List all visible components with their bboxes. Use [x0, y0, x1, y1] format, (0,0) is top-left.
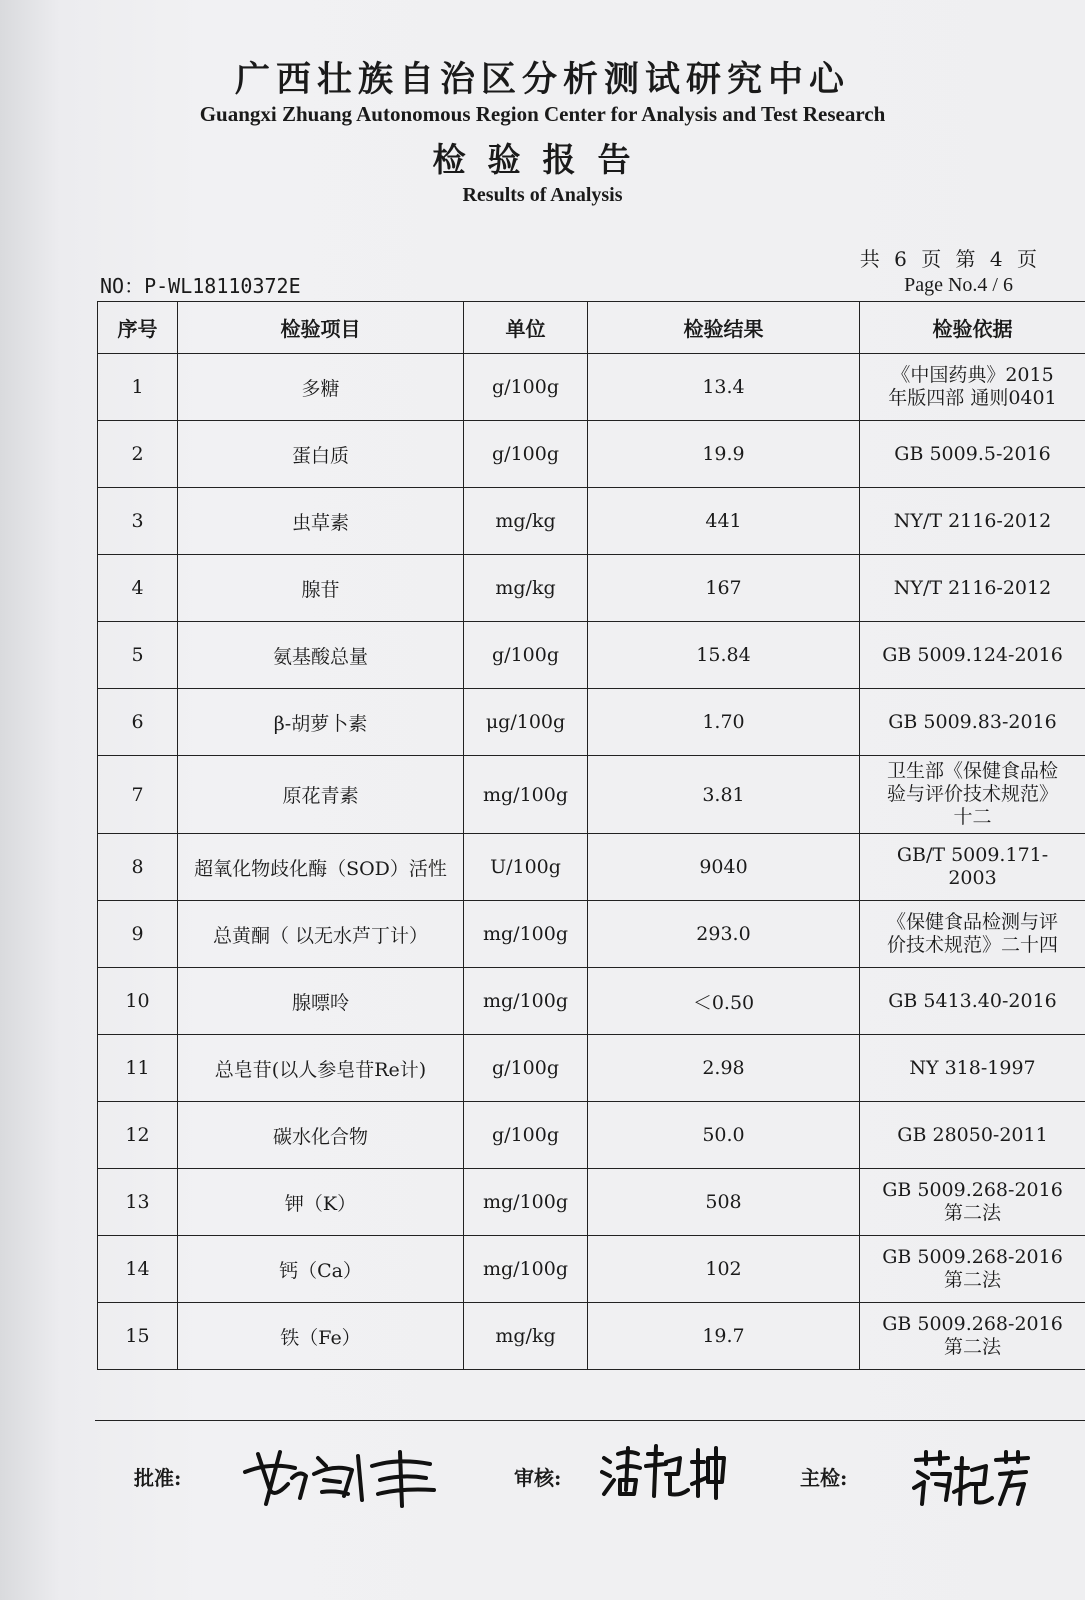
row-basis-line: 《中国药典》2015: [891, 364, 1054, 386]
table-row: [98, 1102, 1085, 1169]
row-basis: [860, 1169, 1085, 1236]
row-basis-line: GB 5009.83-2016: [888, 710, 1057, 733]
footer-divider: [95, 1420, 1085, 1421]
row-item: 碳水化合物: [178, 1102, 464, 1169]
row-basis: [860, 834, 1085, 901]
row-item: 原花青素: [178, 756, 464, 834]
row-no: 12: [98, 1102, 178, 1169]
approve-label: 批准:: [134, 1466, 182, 1490]
row-basis: [860, 689, 1085, 756]
row-unit: g/100g: [464, 1035, 588, 1102]
row-result: 13.4: [588, 354, 860, 421]
table-row: [98, 834, 1085, 901]
table-row: [98, 756, 1085, 834]
row-no: 1: [98, 354, 178, 421]
report-title-en: Results of Analysis: [462, 184, 623, 206]
page-count-en: Page No.4 / 6: [904, 274, 1013, 296]
row-basis-line: GB 5009.5-2016: [894, 442, 1051, 465]
table-header-row: [98, 302, 1085, 354]
row-basis-line: GB 5009.268-2016: [882, 1313, 1063, 1335]
row-basis: [860, 622, 1085, 689]
row-unit: mg/100g: [464, 968, 588, 1035]
row-item: 多糖: [178, 354, 464, 421]
table-row: [98, 1303, 1085, 1370]
row-unit: mg/100g: [464, 1236, 588, 1303]
row-basis: [860, 756, 1085, 834]
table-row: [98, 421, 1085, 488]
row-basis-line: GB 5009.268-2016: [882, 1246, 1063, 1268]
row-no: 4: [98, 555, 178, 622]
institution-title-en: Guangxi Zhuang Autonomous Region Center for Analysis and Test Research: [199, 102, 886, 126]
row-basis-line: 第二法: [943, 1269, 1001, 1291]
page-count-cn: 共 6 页 第 4 页: [859, 247, 1041, 271]
inspect-label: 主检:: [800, 1466, 848, 1490]
row-unit: U/100g: [464, 834, 588, 901]
row-no: 9: [98, 901, 178, 968]
row-no: 8: [98, 834, 178, 901]
row-result: ＜0.50: [588, 968, 860, 1035]
row-result: 19.9: [588, 421, 860, 488]
row-unit: mg/100g: [464, 756, 588, 834]
row-no: 2: [98, 421, 178, 488]
row-basis-line: 2003: [948, 867, 997, 889]
row-basis-line: 卫生部《保健食品检: [886, 760, 1058, 782]
row-item: 钙（Ca）: [178, 1236, 464, 1303]
row-basis: [860, 1303, 1085, 1370]
row-basis-line: GB 5413.40-2016: [888, 989, 1057, 1012]
row-unit: mg/kg: [464, 1303, 588, 1370]
table-row: [98, 622, 1085, 689]
row-basis-line: GB/T 5009.171-: [896, 844, 1049, 866]
review-signature: [600, 1440, 730, 1502]
table-row: [98, 1035, 1085, 1102]
report-title-cn: 检验报告: [432, 140, 653, 179]
row-basis: [860, 1102, 1085, 1169]
row-unit: μg/100g: [464, 689, 588, 756]
row-result: 1.70: [588, 689, 860, 756]
row-item: 蛋白质: [178, 421, 464, 488]
row-item: 铁（Fe）: [178, 1303, 464, 1370]
row-result: 441: [588, 488, 860, 555]
row-no: 11: [98, 1035, 178, 1102]
table-row: [98, 555, 1085, 622]
header-unit: 单位: [464, 302, 588, 354]
row-basis-line: 年版四部 通则0401: [888, 387, 1057, 409]
row-item: 超氧化物歧化酶（SOD）活性: [178, 834, 464, 901]
row-basis: [860, 968, 1085, 1035]
row-result: 508: [588, 1169, 860, 1236]
row-item: 氨基酸总量: [178, 622, 464, 689]
row-result: 2.98: [588, 1035, 860, 1102]
row-basis: [860, 1236, 1085, 1303]
table-row: [98, 1236, 1085, 1303]
row-no: 7: [98, 756, 178, 834]
report-number: NO：P-WL18110372E: [100, 274, 301, 298]
row-basis-line: NY/T 2116-2012: [893, 576, 1052, 599]
header-no: 序号: [98, 302, 178, 354]
row-basis-line: 《保健食品检测与评: [886, 911, 1058, 933]
row-basis: [860, 354, 1085, 421]
row-unit: g/100g: [464, 622, 588, 689]
row-basis-line: 价技术规范》二十四: [886, 934, 1058, 956]
row-no: 6: [98, 689, 178, 756]
row-unit: mg/100g: [464, 1169, 588, 1236]
row-basis-line: 验与评价技术规范》: [886, 783, 1058, 805]
row-result: 293.0: [588, 901, 860, 968]
row-item: β-胡萝卜素: [178, 689, 464, 756]
row-no: 15: [98, 1303, 178, 1370]
table-row: [98, 689, 1085, 756]
row-basis: [860, 901, 1085, 968]
row-item: 总皂苷(以人参皂苷Re计): [178, 1035, 464, 1102]
row-basis: [860, 421, 1085, 488]
row-item: 钾（K）: [178, 1169, 464, 1236]
table-row: [98, 354, 1085, 421]
row-no: 10: [98, 968, 178, 1035]
row-result: 3.81: [588, 756, 860, 834]
row-no: 3: [98, 488, 178, 555]
row-no: 14: [98, 1236, 178, 1303]
row-item: 腺嘌呤: [178, 968, 464, 1035]
header-item: 检验项目: [178, 302, 464, 354]
row-basis-line: NY 318-1997: [909, 1056, 1036, 1079]
table-row: [98, 901, 1085, 968]
row-basis: [860, 488, 1085, 555]
row-no: 5: [98, 622, 178, 689]
row-item: 虫草素: [178, 488, 464, 555]
row-unit: mg/100g: [464, 901, 588, 968]
row-basis: [860, 555, 1085, 622]
row-basis-line: NY/T 2116-2012: [893, 509, 1052, 532]
row-result: 50.0: [588, 1102, 860, 1169]
row-unit: g/100g: [464, 421, 588, 488]
institution-title-cn: 广西壮族自治区分析测试研究中心: [234, 59, 850, 100]
table-row: [98, 1169, 1085, 1236]
row-item: 总黄酮（ 以无水芦丁计）: [178, 901, 464, 968]
row-result: 9040: [588, 834, 860, 901]
row-result: 167: [588, 555, 860, 622]
row-no: 13: [98, 1169, 178, 1236]
row-basis-line: 十二: [953, 806, 992, 828]
row-unit: g/100g: [464, 1102, 588, 1169]
row-basis: [860, 1035, 1085, 1102]
row-basis-line: 第二法: [943, 1336, 1001, 1358]
row-unit: mg/kg: [464, 488, 588, 555]
review-label: 审核:: [514, 1466, 562, 1490]
table-row: [98, 968, 1085, 1035]
row-result: 15.84: [588, 622, 860, 689]
row-basis-line: GB 28050-2011: [897, 1123, 1048, 1146]
row-result: 102: [588, 1236, 860, 1303]
header-basis: 检验依据: [860, 302, 1085, 354]
header-result: 检验结果: [588, 302, 860, 354]
row-result: 19.7: [588, 1303, 860, 1370]
results-table-body: [98, 354, 1085, 1370]
row-item: 腺苷: [178, 555, 464, 622]
row-basis-line: 第二法: [943, 1202, 1001, 1224]
row-basis-line: GB 5009.124-2016: [882, 643, 1063, 666]
row-unit: mg/kg: [464, 555, 588, 622]
results-table: [97, 301, 1085, 1370]
approve-signature: [240, 1440, 440, 1510]
inspect-signature: [912, 1448, 1032, 1510]
row-basis-line: GB 5009.268-2016: [882, 1179, 1063, 1201]
table-row: [98, 488, 1085, 555]
row-unit: g/100g: [464, 354, 588, 421]
